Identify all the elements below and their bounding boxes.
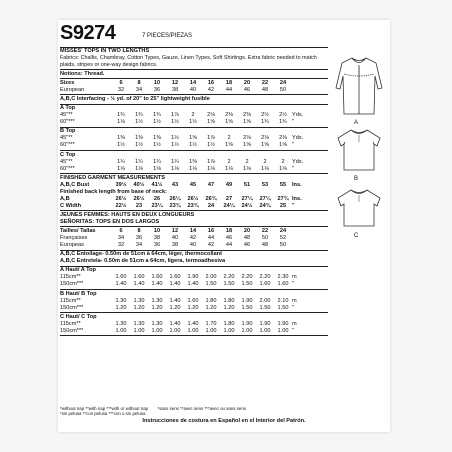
- yardage-row-cell: 1⅛: [243, 165, 251, 172]
- entretela-text: A,B,C Entretela- 0.50m de 51cm a 64cm, ligera, termoadhesiva: [60, 258, 226, 265]
- pieces-count: 7 PIECES/PIEZAS: [142, 33, 193, 39]
- europeas-row-cell: 48: [261, 242, 269, 249]
- ab-length-row-cell: 26: [153, 195, 161, 202]
- metric-row-cell: 1.20: [169, 304, 181, 311]
- yardage-row-cell: 2⅜: [243, 112, 251, 119]
- ab-length-row-cell: 26¾: [205, 195, 217, 202]
- yardage-row-cell: 1½: [189, 142, 197, 149]
- metric-row: [60, 321, 328, 328]
- european-row-cell: 32: [117, 86, 125, 93]
- metric-row-label: 150cm***: [60, 281, 84, 288]
- metric-row-cell: 1.50: [223, 281, 235, 288]
- yardage-row-cell: 1⅛: [171, 165, 179, 172]
- yardage-row-label: 45"**: [60, 135, 73, 142]
- yardage-row-cell: 1⅞: [171, 112, 179, 119]
- yardage-row-cell: 1¼: [117, 158, 125, 165]
- europeas-row-cell: 50: [279, 242, 287, 249]
- back-length-title: Finished back length from base of neck:: [60, 188, 167, 195]
- metric-row-cell: 1.40: [151, 281, 163, 288]
- footnote-spanish: *sin pelusa **con pelusa ***con o sin pelusa: [60, 411, 146, 417]
- europeas-row-label: Europeas: [60, 242, 84, 249]
- garment-b-drawing: [332, 126, 386, 179]
- yardage-row-cell: 1¾: [117, 112, 125, 119]
- envelope-header: [58, 22, 390, 44]
- garment-c-drawing: [332, 186, 386, 237]
- yardage-row-cell: 1⅝: [243, 119, 251, 126]
- ab-length-row-cell: 26½: [187, 195, 199, 202]
- bust-row-label: A,B,C Bust: [60, 181, 90, 188]
- bust-row-cell: 43: [171, 181, 179, 188]
- yardage-row-cell: 2⅜: [225, 112, 233, 119]
- metric-row-cell: 1.40: [133, 281, 145, 288]
- fabrics-text: Fabrics: Challis, Chambray, Cotton Types, Gauze, Linen Types, Soft Shirtings. Extra fabric needed to match plaids, stripes or one-way design fabrics.: [60, 55, 317, 68]
- francaises-row-cell: 42: [189, 235, 197, 242]
- yardage-row-cell: 2⅛: [207, 112, 215, 119]
- sizes-row-cell: 10: [153, 79, 161, 86]
- european-row-cell: 46: [243, 86, 251, 93]
- francaises-row-label: Françaises: [60, 235, 88, 242]
- metric-row-cell: 1.20: [115, 304, 127, 311]
- metric-row-cell: 1.40: [169, 320, 181, 327]
- yardage-row-cell: 1⅝: [279, 142, 287, 149]
- tailles-row: [60, 228, 328, 235]
- metric-row-cell: 1.60: [133, 274, 145, 281]
- pattern-envelope-back: [58, 20, 390, 432]
- yardage-row-cell: 1⅜: [117, 135, 125, 142]
- c-width-row-cell: 22½: [115, 202, 127, 209]
- yardage-row-cell: 1½: [153, 119, 161, 126]
- yardage-row-label: 45"**: [60, 112, 73, 119]
- yardage-row-cell: 1½: [189, 119, 197, 126]
- yardage-row-unit: Yds.: [292, 135, 304, 142]
- bust-row-cell: 39½: [115, 181, 127, 188]
- sizes-row-cell: 14: [189, 79, 197, 86]
- europeas-row-cell: 46: [243, 242, 251, 249]
- ab-length-row-cell: 27: [225, 195, 233, 202]
- yardage-row-cell: 1½: [135, 119, 143, 126]
- europeas-row-cell: 42: [207, 242, 215, 249]
- yardage-row-cell: 1⅛: [135, 165, 143, 172]
- tailles-row-cell: 16: [207, 228, 215, 235]
- yardage-row-cell: 1⅛: [153, 165, 161, 172]
- finished-title: FINISHED GARMENT MEASUREMENTS: [60, 174, 166, 181]
- table-rule: [60, 335, 328, 336]
- metric-row-cell: 1.20: [151, 304, 163, 311]
- european-row-cell: 50: [279, 86, 287, 93]
- metric-row: [60, 305, 328, 312]
- metric-row-cell: 2.20: [259, 274, 271, 281]
- european-row-cell: 48: [261, 86, 269, 93]
- metric-row-cell: 1.00: [151, 327, 163, 334]
- yardage-row-cell: 1¼: [135, 158, 143, 165]
- metric-row-cell: 1.60: [115, 274, 127, 281]
- metric-row-label: 115cm**: [60, 274, 81, 281]
- metric-row-cell: 1.60: [277, 281, 289, 288]
- european-row-label: European: [60, 86, 85, 93]
- ab-length-row: [60, 196, 328, 203]
- europeas-row-cell: 36: [153, 242, 161, 249]
- metric-section-title: B Haut/ B Top: [60, 290, 97, 297]
- europeas-row-cell: 44: [225, 242, 233, 249]
- section-title: A Top: [60, 105, 76, 112]
- metric-row-label: 115cm**: [60, 320, 81, 327]
- yardage-row-cell: 1⅜: [153, 135, 161, 142]
- yardage-row-cell: 1⅝: [225, 119, 233, 126]
- yardage-row-cell: 2⅛: [243, 135, 251, 142]
- ab-length-row-unit: Ins.: [292, 195, 302, 202]
- yardage-row-cell: 1⅝: [261, 142, 269, 149]
- yardage-row-cell: 1⅝: [207, 119, 215, 126]
- metric-row-cell: 1.30: [115, 297, 127, 304]
- bust-row-cell: 49: [225, 181, 233, 188]
- yardage-row-cell: 1½: [171, 119, 179, 126]
- metric-row-cell: 1.00: [223, 327, 235, 334]
- yardage-row-cell: 1⅞: [207, 135, 215, 142]
- europeas-row-cell: 38: [171, 242, 179, 249]
- yardage-row-cell: 1¾: [135, 112, 143, 119]
- european-row-cell: 36: [153, 86, 161, 93]
- metric-row-cell: 1.80: [223, 297, 235, 304]
- european-row-cell: 38: [171, 86, 179, 93]
- metric-row-cell: 1.40: [169, 281, 181, 288]
- notions-text: Notions: Thread.: [60, 70, 105, 77]
- bust-row-unit: Ins.: [292, 181, 302, 188]
- yardage-row-cell: 1⅝: [225, 142, 233, 149]
- c-width-row-unit: ": [292, 202, 295, 209]
- tailles-row-cell: 22: [261, 228, 269, 235]
- yardage-row-cell: 1⅛: [225, 165, 233, 172]
- spanish-instructions-note: Instrucciones de costura en Español en el Interior del Patrón.: [142, 418, 306, 424]
- interfacing-text: A,B,C Interfacing - ½ yd. of 20" to 25" lightweight fusible: [60, 95, 210, 102]
- yardage-row-unit: ": [292, 142, 294, 149]
- european-row-cell: 44: [225, 86, 233, 93]
- metric-row-unit: ": [292, 304, 294, 311]
- metric-row-cell: 1.00: [187, 327, 199, 334]
- footnote-english: *without nap **with nap ***with or without nap: [60, 406, 149, 411]
- yardage-row-cell: 2⅛: [279, 135, 287, 142]
- metric-row-cell: 1.80: [205, 297, 217, 304]
- metric-row-cell: 1.30: [133, 297, 145, 304]
- metric-row-cell: 1.90: [241, 320, 253, 327]
- metric-row-cell: 2.00: [259, 297, 271, 304]
- yardage-row-cell: 1¼: [153, 158, 161, 165]
- pattern-code: S9274: [60, 22, 116, 44]
- yardage-row-cell: 2: [191, 112, 195, 119]
- metric-row-cell: 2.20: [223, 274, 235, 281]
- bust-row-cell: 51: [243, 181, 251, 188]
- metric-row-cell: 1.80: [223, 320, 235, 327]
- yardage-table: [60, 46, 328, 337]
- metric-row-cell: 1.50: [277, 304, 289, 311]
- footnote-french: *sans sens **avec sens ***avec ou sans sens: [157, 406, 246, 411]
- yardage-row-cell: 1⅛: [117, 165, 125, 172]
- metric-row-unit: m: [292, 320, 297, 327]
- francaises-row-cell: 52: [279, 235, 287, 242]
- metric-row-cell: 1.00: [241, 327, 253, 334]
- yardage-row-cell: 1⅛: [117, 119, 125, 126]
- yardage-row-cell: 2½: [279, 112, 287, 119]
- tailles-row-cell: 12: [171, 228, 179, 235]
- yardage-row-label: 60"***: [60, 165, 75, 172]
- yardage-row-cell: 2: [281, 158, 285, 165]
- yardage-row-cell: 1⅞: [207, 158, 215, 165]
- metric-row-cell: 1.50: [259, 304, 271, 311]
- metric-row-unit: m: [292, 297, 297, 304]
- metric-row-cell: 1.50: [205, 281, 217, 288]
- metric-row-cell: 1.90: [241, 297, 253, 304]
- c-width-row-label: C Width: [60, 202, 82, 209]
- francaises-row-cell: 40: [171, 235, 179, 242]
- metric-row-cell: 1.40: [169, 297, 181, 304]
- c-width-row-cell: 23¼: [151, 202, 163, 209]
- ab-length-row-cell: 27¾: [277, 195, 289, 202]
- figure-label-c: C: [354, 233, 359, 239]
- yardage-row: [60, 142, 328, 149]
- metric-row-cell: 1.30: [133, 320, 145, 327]
- metric-row-cell: 1.00: [169, 327, 181, 334]
- yardage-row-cell: 2: [227, 135, 231, 142]
- section-title: C Top: [60, 151, 76, 158]
- yardage-row-unit: Yds.: [292, 158, 304, 165]
- tailles-row-cell: 24: [279, 228, 287, 235]
- european-row-cell: 42: [207, 86, 215, 93]
- metric-row-cell: 1.60: [259, 281, 271, 288]
- figure-label-a: A: [354, 120, 359, 126]
- bust-row-cell: 55: [279, 181, 287, 188]
- c-width-row-cell: 23¾: [169, 202, 181, 209]
- metric-row-cell: 1.30: [151, 297, 163, 304]
- c-width-row-cell: 25: [279, 202, 287, 209]
- sizes-row-label: Sizes: [60, 79, 75, 86]
- sizes-row-cell: 18: [225, 79, 233, 86]
- yardage-row-cell: 1¾: [153, 112, 161, 119]
- francaises-row: [60, 235, 328, 242]
- sizes-row-cell: 22: [261, 79, 269, 86]
- metric-row: [60, 281, 328, 288]
- bust-row-cell: 41½: [151, 181, 163, 188]
- metric-row-cell: 1.90: [259, 320, 271, 327]
- tailles-row-cell: 18: [225, 228, 233, 235]
- metric-row-cell: 1.40: [115, 281, 127, 288]
- tailles-row-label: Tailles/ Tallas: [60, 228, 96, 235]
- yardage-row-label: 45"**: [60, 158, 73, 165]
- metric-row-label: 115cm**: [60, 297, 81, 304]
- metric-row-unit: ": [292, 281, 294, 288]
- jeunes-title: JEUNES FEMMES: HAUTS EN DEUX LONGUEURS: [60, 211, 195, 218]
- metric-row: [60, 328, 328, 335]
- yardage-row-cell: 1⅛: [207, 165, 215, 172]
- yardage-row: [60, 119, 328, 126]
- european-row: [60, 87, 328, 94]
- tailles-row-cell: 10: [153, 228, 161, 235]
- metric-row-cell: 1.30: [115, 320, 127, 327]
- sizes-row-cell: 24: [279, 79, 287, 86]
- yardage-row-cell: 2: [263, 158, 267, 165]
- metric-row-cell: 1.60: [169, 274, 181, 281]
- yardage-row-cell: 1½: [171, 135, 179, 142]
- garment-a-drawing: [332, 54, 386, 125]
- yardage-row-cell: 2⅛: [261, 135, 269, 142]
- francaises-row-cell: 38: [153, 235, 161, 242]
- tailles-row-cell: 14: [189, 228, 197, 235]
- metric-row: [60, 298, 328, 305]
- yardage-row: [60, 166, 328, 173]
- yardage-row-cell: 1⅜: [135, 135, 143, 142]
- metric-row-cell: 1.20: [133, 304, 145, 311]
- ab-length-row-cell: 26½: [115, 195, 127, 202]
- europeas-row: [60, 242, 328, 249]
- tailles-row-cell: 8: [137, 228, 141, 235]
- metric-row-cell: 1.90: [187, 274, 199, 281]
- metric-row-unit: m: [292, 274, 297, 281]
- yardage-row-unit: ": [292, 119, 294, 126]
- sizes-row-cell: 20: [243, 79, 251, 86]
- yardage-row-cell: 2½: [261, 112, 269, 119]
- ab-length-row-cell: 27¼: [241, 195, 253, 202]
- senoritas-title: SEÑORITAS: TOPS EN DOS LARGOS: [60, 218, 160, 225]
- bust-row: [60, 182, 328, 189]
- metric-row-cell: 1.90: [277, 320, 289, 327]
- yardage-row-cell: 1⅝: [189, 135, 197, 142]
- metric-row-cell: 2.30: [277, 274, 289, 281]
- c-width-row-cell: 23: [135, 202, 143, 209]
- metric-row-cell: 1.00: [277, 327, 289, 334]
- pattern-title: MISSES' TOPS IN TWO LENGTHS: [60, 48, 150, 55]
- metric-row-cell: 1.40: [187, 320, 199, 327]
- yardage-row-cell: 1⅛: [261, 165, 269, 172]
- metric-section-title: A Haut/ A Top: [60, 267, 96, 274]
- figure-label-b: B: [354, 176, 359, 182]
- ab-length-row-cell: 26¼: [169, 195, 181, 202]
- entoilage-text: A,B,C Entoilage- 0.50m de 51cm à 64cm, léger, thermocollant: [60, 251, 222, 258]
- ab-length-row-cell: 27¼: [259, 195, 271, 202]
- yardage-row-cell: 1¾: [279, 119, 287, 126]
- yardage-row-cell: 2: [227, 158, 231, 165]
- metric-row-cell: 1.00: [133, 327, 145, 334]
- sizes-row-cell: 16: [207, 79, 215, 86]
- yardage-row-cell: 1½: [171, 142, 179, 149]
- metric-row-cell: 1.20: [187, 304, 199, 311]
- metric-row-cell: 1.60: [151, 274, 163, 281]
- metric-row-cell: 1.30: [151, 320, 163, 327]
- metric-row-cell: 2.00: [205, 274, 217, 281]
- tailles-row-cell: 20: [243, 228, 251, 235]
- yardage-row-cell: 1¼: [171, 158, 179, 165]
- yardage-row-cell: 1⅜: [189, 158, 197, 165]
- francaises-row-cell: 48: [243, 235, 251, 242]
- metric-row-unit: ": [292, 327, 294, 334]
- sizes-row-cell: 12: [171, 79, 179, 86]
- c-width-row-cell: 24: [207, 202, 215, 209]
- ab-length-row-cell: 26½: [133, 195, 145, 202]
- metric-row-label: 150cm***: [60, 304, 84, 311]
- yardage-row-cell: 1½: [135, 142, 143, 149]
- c-width-row-cell: 24½: [241, 202, 253, 209]
- yardage-row-cell: 2: [245, 158, 249, 165]
- yardage-row-unit: ": [292, 165, 294, 172]
- francaises-row-cell: 50: [261, 235, 269, 242]
- sizes-row-cell: 8: [137, 79, 141, 86]
- metric-row-cell: 2.10: [277, 297, 289, 304]
- metric-row-cell: 1.40: [187, 281, 199, 288]
- tailles-row-cell: 6: [119, 228, 123, 235]
- metric-row-cell: 1.00: [115, 327, 127, 334]
- francaises-row-cell: 44: [207, 235, 215, 242]
- bust-row-cell: 45: [189, 181, 197, 188]
- francaises-row-cell: 34: [117, 235, 125, 242]
- metric-row-cell: 1.00: [205, 327, 217, 334]
- yardage-row-unit: Yds.: [292, 112, 304, 119]
- yardage-row-cell: 1½: [117, 142, 125, 149]
- yardage-row-cell: 1½: [153, 142, 161, 149]
- european-row-cell: 40: [189, 86, 197, 93]
- yardage-row-cell: 1⅛: [279, 165, 287, 172]
- yardage-row-label: 60"***: [60, 119, 75, 126]
- c-width-row: [60, 203, 328, 210]
- ab-length-row-label: A,B: [60, 195, 70, 202]
- bust-row-cell: 40½: [133, 181, 145, 188]
- metric-row-label: 150cm***: [60, 327, 84, 334]
- section-title: B Top: [60, 128, 76, 135]
- yardage-row-cell: 1¾: [261, 119, 269, 126]
- metric-row-cell: 1.60: [187, 297, 199, 304]
- c-width-row-cell: 24¼: [223, 202, 235, 209]
- francaises-row-cell: 46: [225, 235, 233, 242]
- europeas-row-cell: 32: [117, 242, 125, 249]
- c-width-row-cell: 24¾: [259, 202, 271, 209]
- footnotes: [60, 406, 350, 417]
- metric-row-cell: 1.50: [241, 281, 253, 288]
- metric-row-cell: 1.70: [205, 320, 217, 327]
- bust-row-cell: 47: [207, 181, 215, 188]
- metric-row: [60, 274, 328, 281]
- yardage-row: [60, 159, 328, 166]
- sizes-row: [60, 80, 328, 87]
- metric-row-cell: 2.20: [241, 274, 253, 281]
- metric-row-cell: 1.00: [259, 327, 271, 334]
- yardage-row-cell: 1⅛: [189, 165, 197, 172]
- francaises-row-cell: 36: [135, 235, 143, 242]
- yardage-row-label: 60"***: [60, 142, 75, 149]
- c-width-row-cell: 23¾: [187, 202, 199, 209]
- bust-row-cell: 53: [261, 181, 269, 188]
- yardage-row-cell: 1½: [207, 142, 215, 149]
- europeas-row-cell: 40: [189, 242, 197, 249]
- metric-row-cell: 1.20: [205, 304, 217, 311]
- metric-row-cell: 1.20: [223, 304, 235, 311]
- sizes-row-cell: 6: [119, 79, 123, 86]
- metric-section-title: C Haut/ C Top: [60, 313, 97, 320]
- metric-row-cell: 1.50: [241, 304, 253, 311]
- european-row-cell: 34: [135, 86, 143, 93]
- yardage-row-cell: 1⅝: [243, 142, 251, 149]
- europeas-row-cell: 34: [135, 242, 143, 249]
